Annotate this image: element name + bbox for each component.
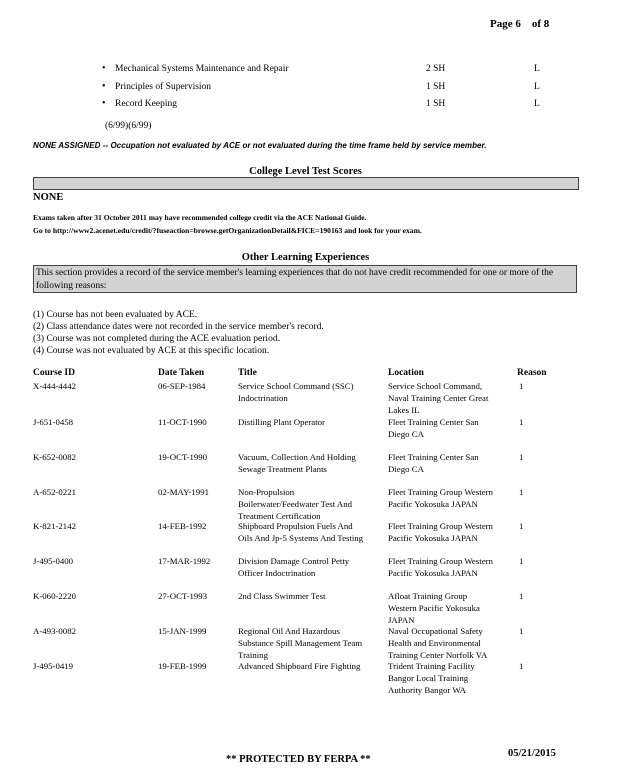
course-location-line: Naval Training Center Great (388, 393, 489, 403)
course-title (238, 520, 386, 544)
course-title (238, 416, 386, 428)
occupation-item (102, 99, 582, 112)
course-id: J-495-0400 (33, 556, 74, 566)
course-title-line: Non-Propulsion (238, 487, 295, 497)
occupation-item (102, 82, 582, 95)
reason-item: (4) Course was not evaluated by ACE at this specific location. (33, 346, 270, 356)
page-number (490, 18, 549, 30)
course-location-line: Health and Environmental (388, 638, 481, 648)
course-location (388, 416, 514, 440)
course-title-line: Regional Oil And Hazardous (238, 626, 340, 636)
course-title-line: 2nd Class Swimmer Test (238, 591, 326, 601)
date-taken: 15-JAN-1999 (158, 626, 207, 636)
course-title-line: Substance Spill Management Team (238, 638, 363, 648)
course-id: X-444-4442 (33, 381, 77, 391)
course-title-line: Distilling Plant Operator (238, 417, 325, 427)
course-location-line: Pacific Yokosuka JAPAN (388, 533, 478, 543)
clts-none-label: NONE (33, 192, 64, 203)
occupation-item-title: Principles of Supervision (115, 82, 212, 92)
course-title-line: Sewage Treatment Plants (238, 464, 327, 474)
course-location-line: Fleet Training Group Western (388, 487, 493, 497)
clts-header-bar (33, 177, 579, 190)
course-location-line: Pacific Yokosuka JAPAN (388, 568, 478, 578)
course-title (238, 555, 386, 579)
date-taken: 19-OCT-1990 (158, 452, 208, 462)
course-title-line: Boilerwater/Feedwater Test And (238, 499, 353, 509)
course-location (388, 590, 514, 626)
date-taken: 27-OCT-1993 (158, 591, 208, 601)
course-title-line: Division Damage Control Petty (238, 556, 350, 566)
course-title (238, 486, 386, 522)
date-taken: 11-OCT-1990 (158, 417, 207, 427)
course-location (388, 486, 514, 510)
course-title-line: Training (238, 650, 268, 660)
clts-note-url: Go to http://www2.acenet.edu/credit/?fuseaction=browse.getOrganizationDetail&FICE=190163 and look for your exam. (33, 226, 422, 235)
course-location-line: Naval Occupational Safety (388, 626, 483, 636)
print-date: 05/21/2015 (508, 748, 556, 759)
page-total: of 8 (531, 18, 550, 30)
course-reason: 1 (519, 381, 524, 391)
course-location (388, 660, 514, 696)
none-assigned-note: NONE ASSIGNED -- Occupation not evaluated by ACE or not evaluated during the time frame held by service member. (33, 141, 487, 150)
occupation-item-level: L (534, 82, 540, 92)
course-location-line: Bangor Local Training (388, 673, 469, 683)
ole-title: Other Learning Experiences (241, 252, 370, 263)
course-title (238, 590, 386, 602)
course-location (388, 625, 514, 661)
date-taken: 17-MAR-1992 (158, 556, 211, 566)
reason-item: (1) Course has not been evaluated by ACE. (33, 310, 198, 320)
occupation-item-level: L (534, 64, 540, 74)
page-label: Page 6 (490, 18, 521, 30)
course-location-line: Pacific Yokosuka JAPAN (388, 499, 478, 509)
course-id: K-821-2142 (33, 521, 77, 531)
occupation-item-level: L (534, 99, 540, 109)
course-reason: 1 (519, 521, 524, 531)
course-reason: 1 (519, 661, 524, 671)
col-date-taken: Date Taken (158, 368, 205, 378)
course-location-line: Trident Training Facility (388, 661, 475, 671)
clts-title: College Level Test Scores (249, 166, 362, 177)
course-location (388, 380, 514, 416)
course-location-line: Fleet Training Group Western (388, 521, 493, 531)
course-title-line: Oils And Jp-5 Systems And Testing (238, 533, 364, 543)
course-location (388, 520, 514, 544)
course-id: K-060-2220 (33, 591, 77, 601)
course-reason: 1 (519, 487, 524, 497)
date-taken: 06-SEP-1984 (158, 381, 206, 391)
bullet-icon: • (102, 63, 106, 74)
course-location-line: Fleet Training Group Western (388, 556, 493, 566)
course-location-line: Diego CA (388, 464, 424, 474)
col-reason: Reason (517, 368, 547, 378)
course-location-line: Fleet Training Center San (388, 452, 479, 462)
course-title-line: Advanced Shipboard Fire Fighting (238, 661, 361, 671)
ole-description-box (33, 265, 577, 293)
course-title-line: Shipboard Propulsion Fuels And (238, 521, 353, 531)
course-location-line: JAPAN (388, 615, 415, 625)
date-taken: 19-FEB-1999 (158, 661, 207, 671)
course-reason: 1 (519, 452, 524, 462)
course-id: J-651-0458 (33, 417, 74, 427)
course-location-line: Training Center Norfolk VA (388, 650, 488, 660)
course-location-line: Afloat Training Group (388, 591, 468, 601)
course-location-line: Service School Command, (388, 381, 483, 391)
occupation-item-credit: 1 SH (426, 82, 446, 92)
course-reason: 1 (519, 417, 524, 427)
col-location: Location (388, 368, 424, 378)
occupation-item-title: Mechanical Systems Maintenance and Repair (115, 64, 289, 74)
course-title (238, 660, 386, 672)
course-location (388, 555, 514, 579)
course-reason: 1 (519, 626, 524, 636)
occupation-item-title: Record Keeping (115, 99, 177, 109)
course-id: J-495-0419 (33, 661, 74, 671)
course-title-line: Treatment Certification (238, 511, 321, 521)
reason-item: (3) Course was not completed during the ACE evaluation period. (33, 334, 280, 344)
ferpa-footer: ** PROTECTED BY FERPA ** (226, 754, 371, 765)
occupation-date-code: (6/99)(6/99) (105, 121, 152, 131)
course-location-line: Western Pacific Yokosuka (388, 603, 480, 613)
occupation-item-credit: 1 SH (426, 99, 446, 109)
ole-description: This section provides a record of the service member's learning experiences that do not have credit recommended for one or more of the following reasons: (36, 268, 554, 291)
course-title-line: Service School Command (SSC) (238, 381, 354, 391)
reason-item: (2) Class attendance dates were not recorded in the service member's record. (33, 322, 324, 332)
course-location-line: Diego CA (388, 429, 424, 439)
date-taken: 02-MAY-1991 (158, 487, 209, 497)
occupation-item-credit: 2 SH (426, 64, 446, 74)
course-title (238, 625, 386, 661)
course-id: A-493-0082 (33, 626, 77, 636)
course-reason: 1 (519, 591, 524, 601)
course-id: A-652-0221 (33, 487, 77, 497)
course-location-line: Lakes IL (388, 405, 420, 415)
course-location-line: Fleet Training Center San (388, 417, 479, 427)
course-title-line: Indoctrination (238, 393, 288, 403)
course-location-line: Authority Bangor WA (388, 685, 467, 695)
date-taken: 14-FEB-1992 (158, 521, 207, 531)
course-title (238, 451, 386, 475)
clts-note-line1: Exams taken after 31 October 2011 may have recommended college credit via the ACE National Guide. (33, 213, 367, 222)
col-course-id: Course ID (33, 368, 75, 378)
occupation-item (102, 64, 582, 77)
col-title: Title (238, 368, 257, 378)
course-title-line: Officer Indoctrination (238, 568, 316, 578)
course-reason: 1 (519, 556, 524, 566)
course-id: K-652-0082 (33, 452, 77, 462)
course-location (388, 451, 514, 475)
course-title-line: Vacuum, Collection And Holding (238, 452, 356, 462)
course-title (238, 380, 386, 404)
bullet-icon: • (102, 98, 106, 109)
bullet-icon: • (102, 81, 106, 92)
